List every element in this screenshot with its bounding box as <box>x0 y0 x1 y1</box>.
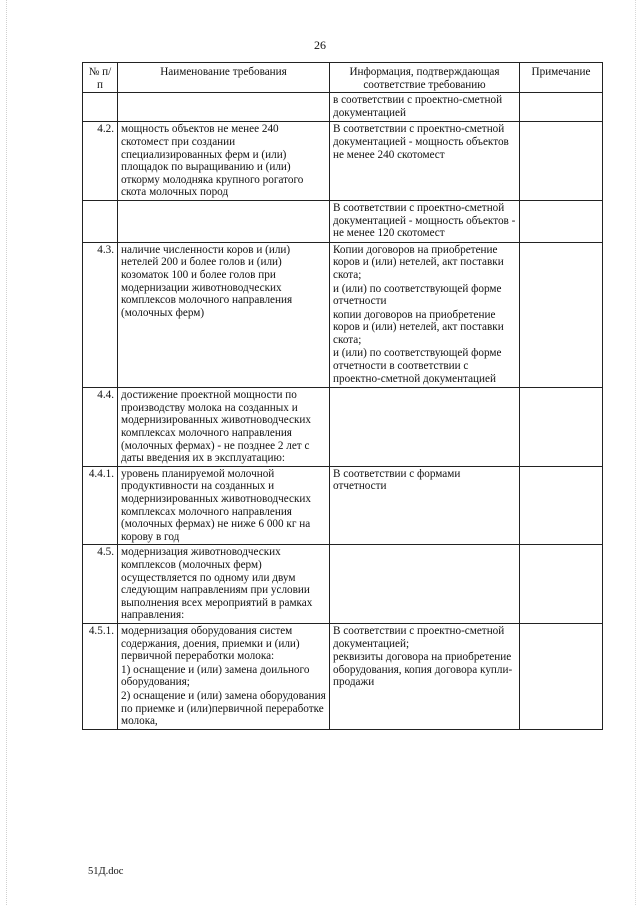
requirement-number: 4.5. <box>83 545 118 624</box>
requirement-name <box>118 93 330 122</box>
confirming-information <box>330 388 520 467</box>
table-row <box>83 545 603 624</box>
note <box>520 623 603 729</box>
requirement-number: 4.3. <box>83 242 118 388</box>
confirming-information <box>330 122 520 201</box>
table-row <box>83 388 603 467</box>
confirming-information <box>330 93 520 122</box>
table-row <box>83 242 603 388</box>
requirement-number <box>83 200 118 242</box>
table-header-row <box>83 63 603 93</box>
confirming-information-paragraph: В соответствии с проектно-сметной документацией - мощность объектов - не менее 120 скотомест <box>333 201 516 240</box>
requirement-number: 4.2. <box>83 122 118 201</box>
requirement-number: 4.4. <box>83 388 118 467</box>
confirming-information-paragraph: и (или) по соответствующей форме отчетности в соответствии с проектно-сметной документацией <box>333 347 502 385</box>
requirement-name-paragraph: модернизация оборудования систем содержания, доения, приемки и (или) первичной переработки молока: <box>121 624 300 663</box>
note <box>520 242 603 388</box>
requirement-number: 4.5.1. <box>83 623 118 729</box>
confirming-information <box>330 545 520 624</box>
confirming-information <box>330 623 520 729</box>
note <box>520 93 603 122</box>
requirement-name: наличие численности коров и (или) нетелей 200 и более голов и (или) козоматок 100 и более голов при модернизации животноводческих комплексов молочного направления (молочных ферм) <box>118 242 330 388</box>
confirming-information-paragraph: Копии договоров на приобретение коров и (или) нетелей, акт поставки скота; <box>333 243 504 281</box>
table-row <box>83 466 603 545</box>
requirement-number <box>83 93 118 122</box>
confirming-information-paragraph: В соответствии с проектно-сметной документацией - мощность объектов не менее 240 скотомест <box>333 123 509 161</box>
note <box>520 388 603 467</box>
page-number: 26 <box>314 38 326 52</box>
requirement-name: модернизация животноводческих комплексов (молочных ферм) осуществляется по одному или двум следующим направлениям при условии выполнения всех мероприятий в рамках направления: <box>118 545 330 624</box>
confirming-information <box>330 466 520 545</box>
header-note: Примечание <box>520 63 603 93</box>
requirement-name: достижение проектной мощности по производству молока на созданных и модернизированных животноводческих комплексах молочного направления (молочных фермах) - не позднее 2 лет с даты введения их в эксплуатацию: <box>118 388 330 467</box>
table-body <box>83 93 603 730</box>
requirement-name: мощность объектов не менее 240 скотомест при создании специализированных ферм и (или) площадок по выращиванию и (или) откорму молодняка крупного рогатого скота молочных пород <box>118 122 330 201</box>
confirming-information <box>330 242 520 388</box>
confirming-information-paragraph: реквизиты договора на приобретение оборудования, копия договора купли-продажи <box>333 651 513 689</box>
requirements-table <box>82 62 603 730</box>
requirement-name-paragraph: 1) оснащение и (или) замена доильного оборудования; <box>121 663 310 689</box>
table-row <box>83 122 603 201</box>
requirement-name: уровень планируемой молочной продуктивности на созданных и модернизированных животноводческих комплексах молочного направления (молочных фермах) не ниже 6 000 кг на корову в год <box>118 466 330 545</box>
scan-edge-left <box>6 0 7 905</box>
note <box>520 545 603 624</box>
requirement-name <box>118 200 330 242</box>
file-name-footer: 51Д.doc <box>88 866 124 877</box>
requirement-number: 4.4.1. <box>83 466 118 545</box>
requirement-name-paragraph: 2) оснащение и (или) замена оборудования по приемке и (или)первичной переработке молока, <box>121 689 326 728</box>
note <box>520 200 603 242</box>
note <box>520 122 603 201</box>
note <box>520 466 603 545</box>
header-num: № п/п <box>83 63 118 93</box>
header-name: Наименование требования <box>118 63 330 93</box>
confirming-information-paragraph: В соответствии с формами отчетности <box>333 467 461 493</box>
table-row <box>83 93 603 122</box>
requirement-name <box>118 623 330 729</box>
confirming-information-paragraph: копии договоров на приобретение коров и (или) нетелей, акт поставки скота; <box>333 308 504 346</box>
confirming-information-paragraph: В соответствии с проектно-сметной документацией; <box>333 624 505 650</box>
table-row <box>83 200 603 242</box>
confirming-information-paragraph: и (или) по соответствующей форме отчетности <box>333 282 502 308</box>
header-info: Информация, подтверждающая соответствие требованию <box>330 63 520 93</box>
table-row <box>83 623 603 729</box>
scan-edge-right <box>635 0 636 905</box>
confirming-information <box>330 200 520 242</box>
confirming-information-paragraph: в соответствии с проектно-сметной документацией <box>333 94 503 119</box>
